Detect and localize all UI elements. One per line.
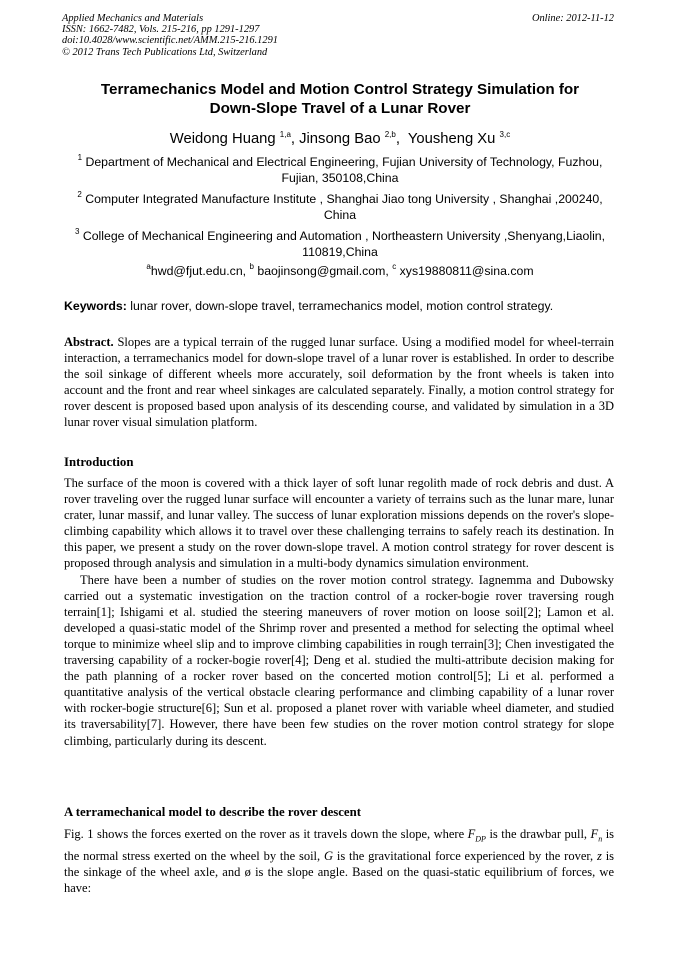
author-sup: 2,b	[384, 130, 396, 139]
email-list	[62, 264, 618, 278]
doi-line: doi:10.4028/www.scientific.net/AMM.215-216.1291	[62, 35, 278, 47]
section2-text: is the gravitational force experienced by the rover,	[336, 848, 594, 863]
section2-text: Fig. 1 shows the forces exerted on the rover as it travels down the slope, where	[64, 827, 465, 841]
introduction-body	[64, 475, 614, 749]
affiliation-number: 1	[77, 153, 83, 162]
section2-text: is the slope angle. Based on the quasi-static equilibrium of forces, we have:	[64, 864, 615, 895]
author-name: Jinsong Bao	[299, 131, 381, 147]
intro-paragraph-1: The surface of the moon is covered with a thick layer of soft lunar regolith made of rock debris and dust. A rover traveling over the rugged lunar surface will encounter a variety of terrains such as the lunar mare, lunar crater, lunar massif, and lunar valley. The success of lunar exploration missions depends on the rover's slope-climbing capability which allows it to travel over these challenging terrains to safely reach its destination. In this paper, we present a study on the rover down-slope travel. A motion control strategy for rover descent is proposed through analysis and simulation in a multi-body dynamics simulation environment.	[64, 476, 614, 571]
affiliation-text: Department of Mechanical and Electrical Engineering, Fujian University of Technology, Fuzhou,	[85, 155, 603, 169]
affiliation-text: Computer Integrated Manufacture Institute , Shanghai Jiao tong University , Shanghai ,200240,	[85, 192, 603, 206]
publication-header	[62, 13, 618, 58]
affiliation-text: College of Mechanical Engineering and Automation , Northeastern University ,Shenyang,Liaolin,	[82, 229, 606, 243]
affiliation-text: Fujian, 350108,China	[281, 171, 399, 185]
symbol-z: z	[596, 848, 602, 863]
abstract-label: Abstract.	[64, 335, 114, 349]
keywords-text: lunar rover, down-slope travel, terramechanics model, motion control strategy.	[130, 299, 554, 313]
section2-text: is the sinkage of the wheel axle, and	[64, 848, 615, 879]
paper-title	[62, 80, 618, 118]
title-line-1: Terramechanics Model and Motion Control Strategy Simulation for	[100, 81, 580, 98]
symbol-fn: $F_n$	[590, 827, 603, 844]
email-sup: c	[392, 262, 397, 271]
section2-text: is the drawbar pull,	[489, 827, 588, 841]
email-address[interactable]: xys19880811@sina.com	[399, 264, 534, 278]
author-sup: 1,a	[279, 130, 291, 139]
intro-paragraph-2	[64, 572, 614, 749]
journal-name: Applied Mechanics and Materials	[62, 13, 204, 24]
keywords-label: Keywords:	[64, 299, 127, 313]
issn-line: ISSN: 1662-7482, Vols. 215-216, pp 1291-1297	[62, 24, 260, 36]
abstract	[64, 334, 614, 431]
email-sup: b	[249, 262, 254, 271]
email-address[interactable]: baojinsong@gmail.com,	[257, 264, 389, 278]
abstract-text: Slopes are a typical terrain of the rugged lunar surface. Using a modified model for wheel-terrain interaction, a terramechanics model for down-slope travel of a lunar rover is established. In order to describe the soil sinkage of different wheels more accurately, soil deformation by the front wheels is taken into account and the front and rear wheel sinkages are calculated separately. Finally, a motion control strategy for rover descent is proposed based upon analysis of its descending course, and validated by simulation in a 3D lunar rover visual simulation platform.	[64, 335, 615, 430]
affiliation-text: 110819,China	[302, 245, 378, 259]
author-sup: 3,c	[499, 130, 511, 139]
symbol-phi: ø	[244, 864, 251, 879]
author-name: Yousheng Xu	[407, 131, 496, 147]
keywords	[64, 299, 624, 313]
affiliation-number: 2	[77, 190, 82, 199]
title-line-2: Down-Slope Travel of a Lunar Rover	[209, 100, 471, 117]
intro-paragraph-2-text: There have been a number of studies on the rover motion control strategy. Iagnemma and Dubowsky carried out a systematic investigation on the traction control of a rocker-bogie rover traversing rough terrain[1]; Ishigami et al. studied the steering maneuvers of rover motion on loose soil[2]; Lamon et al. developed a quasi-static model of the Shrimp rover and presented a method for selecting the optimal wheel torque to minimize wheel slip and to improve climbing capabilities in rough terrain[3]; Chen investigated the traversing capability of a rocker-bogie rover[4]; Deng et al. studied the multi-attribute decision making for the path planning of a rocker rover based on the concerted motion control[5]; Li et al. performed a quantitative analysis of the vertical obstacle clearing performance and climbing capability of a lunar rover with rocker-bogie structure[6]; Sun et al. proposed a planet rover with variable wheel diameter, and studied its traversability[7]. However, there have been few studies on the rover motion control strategy for slope climbing, particularly during its descent.	[64, 572, 614, 748]
author-list: Weidong Huang $^{1,a}$, Jinsong Bao $^{2,b}$, Yousheng Xu $^{3,c}$	[169, 130, 511, 147]
affiliation-2	[62, 191, 618, 223]
online-date: Online: 2012-11-12	[531, 13, 614, 24]
author-name: Weidong Huang	[169, 131, 276, 147]
affiliation-text: China	[323, 208, 357, 222]
symbol-g: G	[323, 848, 334, 863]
section2-text: is the normal stress exerted on the wheel by the soil,	[64, 827, 615, 863]
email-address[interactable]: hwd@fjut.edu.cn,	[150, 264, 247, 278]
symbol-fdp: $F_{DP}$	[467, 827, 486, 844]
section2-body	[64, 826, 614, 896]
affiliation-number: 3	[74, 227, 80, 236]
affiliation-1	[62, 154, 618, 186]
section-heading-introduction: Introduction	[64, 455, 134, 469]
affiliation-3	[62, 228, 618, 260]
email-sup: a	[146, 262, 151, 271]
copyright-line: © 2012 Trans Tech Publications Ltd, Switzerland	[62, 46, 268, 58]
section-heading-terramechanical-model: A terramechanical model to describe the rover descent	[64, 805, 361, 819]
